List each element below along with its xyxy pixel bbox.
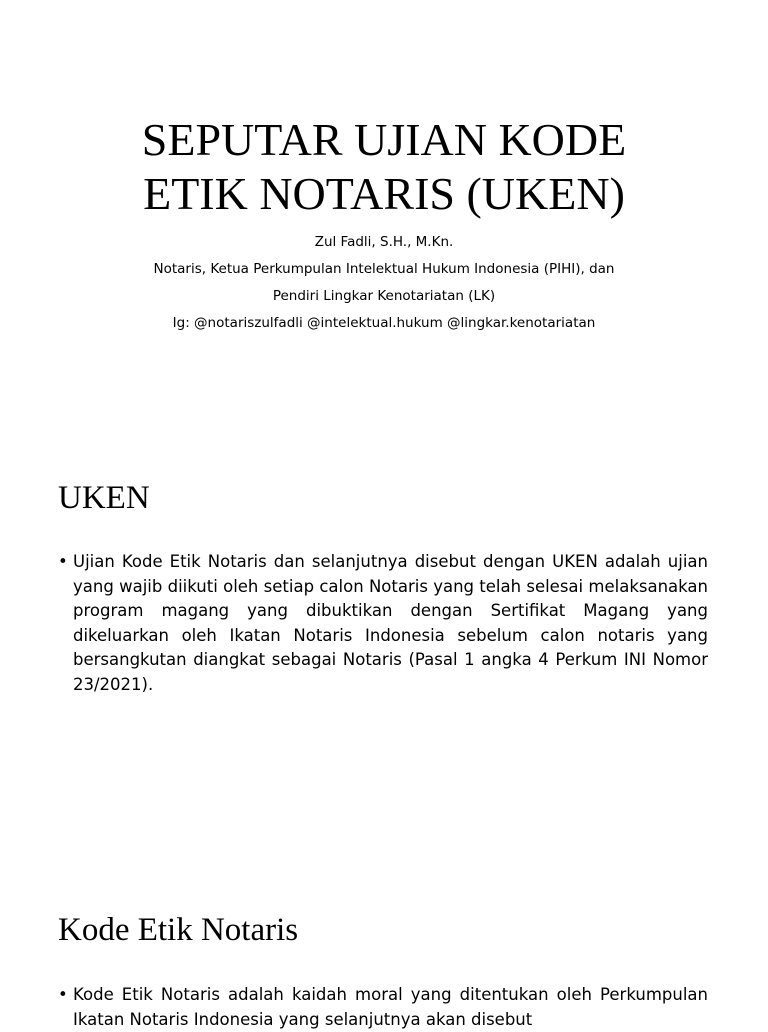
uken-heading: UKEN (58, 480, 150, 516)
kode-etik-bullet-text: Kode Etik Notaris adalah kaidah moral yang ditentukan oleh Perkumpulan Ikatan Notaris Indonesia yang selanjutnya akan disebut (73, 985, 708, 1029)
title-line-2: ETIK NOTARIS (UKEN) (143, 168, 625, 219)
uken-bullet-item (58, 550, 708, 697)
author-name: Zul Fadli, S.H., M.Kn. (314, 234, 454, 250)
author-role-line-2: Pendiri Lingkar Kenotariatan (LK) (272, 288, 496, 304)
social-handles: Ig: @notariszulfadli @intelektual.hukum @lingkar.kenotariatan (172, 315, 596, 331)
title-slide (0, 0, 768, 450)
presentation-subtitle (0, 229, 768, 337)
kode-etik-heading: Kode Etik Notaris (58, 912, 299, 948)
uken-bullet-text: Ujian Kode Etik Notaris dan selanjutnya disebut dengan UKEN adalah ujian yang wajib diikuti oleh setiap calon Notaris yang telah selesai melaksanakan program magang yang dibuktikan dengan Sertifikat Magang yang dikeluarkan oleh Ikatan Notaris Indonesia sebelum calon notaris yang bersangkutan diangkat sebagai Notaris (Pasal 1 angka 4 Perkum INI Nomor 23/2021). (73, 552, 708, 694)
kode-etik-bullet-item (58, 983, 708, 1032)
presentation-title (0, 113, 768, 221)
author-role-line-1: Notaris, Ketua Perkumpulan Intelektual Hukum Indonesia (PIHI), dan (153, 261, 615, 277)
title-line-1: SEPUTAR UJIAN KODE (141, 114, 627, 165)
bullet-icon: • (58, 985, 68, 1004)
bullet-icon: • (58, 552, 68, 571)
